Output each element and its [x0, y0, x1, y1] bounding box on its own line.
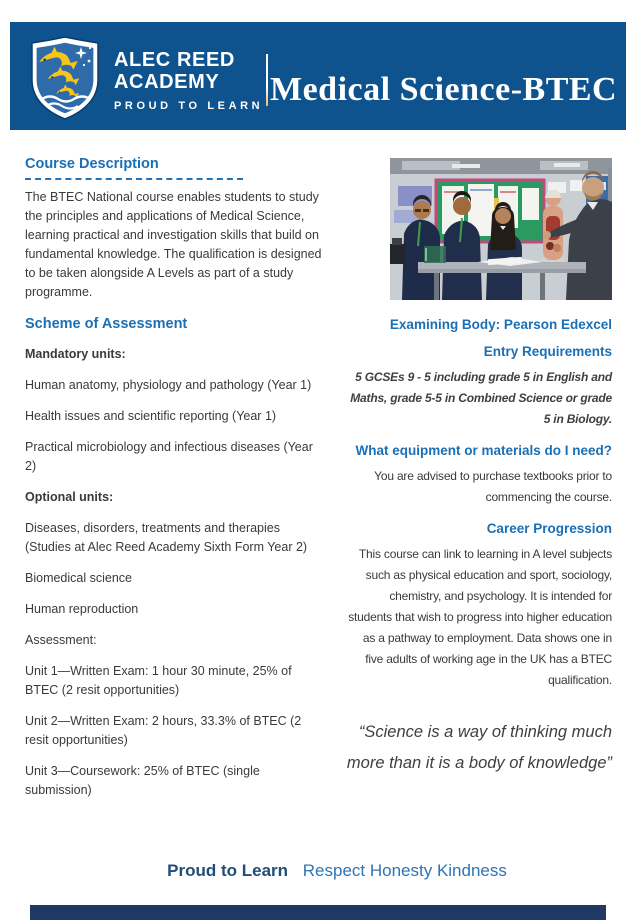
- school-name-line2: ACADEMY: [114, 71, 220, 93]
- student-figures: [402, 191, 522, 300]
- science-quote: “Science is a way of thinking much more than it is a body of knowledge”: [346, 723, 612, 772]
- mandatory-unit-item: Health issues and scientific reporting (Year 1): [25, 409, 277, 423]
- right-column: [344, 158, 612, 779]
- equipment-text: You are advised to purchase textbooks prior to commencing the course.: [374, 469, 612, 504]
- school-motto: PROUD TO LEARN: [114, 100, 264, 112]
- examining-body-heading: Examining Body: Pearson Edexcel: [389, 317, 612, 332]
- mandatory-units-label: Mandatory units:: [25, 347, 126, 361]
- entry-requirements-heading: Entry Requirements: [483, 344, 612, 359]
- optional-unit-item: Biomedical science: [25, 571, 132, 585]
- school-crest-icon: [28, 35, 102, 121]
- optional-units-label: Optional units:: [25, 490, 114, 504]
- bottom-accent-bar: [30, 905, 606, 920]
- classroom-photo: [390, 158, 612, 300]
- equipment-heading: What equipment or materials do I need?: [355, 443, 612, 458]
- header-banner: [10, 22, 626, 130]
- mandatory-unit-item: Practical microbiology and infectious diseases (Year 2): [25, 440, 313, 473]
- school-name-line1: ALEC REED: [114, 49, 235, 71]
- optional-unit-item: Human reproduction: [25, 602, 139, 616]
- optional-unit-item: Diseases, disorders, treatments and therapies (Studies at Alec Reed Academy Sixth Form Year 2): [25, 521, 308, 554]
- school-name: [114, 49, 263, 112]
- assessment-unit-item: Unit 1—Written Exam: 1 hour 30 minute, 25% of BTEC (2 resit opportunities): [25, 664, 292, 697]
- entry-requirements-text: 5 GCSEs 9 - 5 including grade 5 in English and Maths, grade 5-5 in Combined Science or grade 5 in Biology.: [350, 370, 612, 426]
- course-description-text: The BTEC National course enables students to study the principles and applications of Medical Science, learning practical and investigation skills that build on fundamental knowledge. The qualification is designed to be taken alongside A Levels as part of a study programme.: [25, 190, 322, 299]
- footer-motto-line: [0, 861, 636, 881]
- assessment-label: Assessment:: [25, 633, 97, 647]
- title-separator-line: [266, 54, 268, 106]
- assessment-unit-item: Unit 2—Written Exam: 2 hours, 33.3% of BTEC (2 resit opportunities): [25, 714, 302, 747]
- assessment-unit-item: Unit 3—Coursework: 25% of BTEC (single submission): [25, 764, 260, 797]
- footer-motto-bold: Proud to Learn: [167, 861, 289, 880]
- mandatory-unit-item: Human anatomy, physiology and pathology (Year 1): [25, 378, 312, 392]
- course-description-heading: Course Description: [25, 156, 159, 172]
- footer-values-text: Respect Honesty Kindness: [302, 861, 507, 880]
- career-progression-text: This course can link to learning in A level subjects such as physical education and sport, sociology, chemistry, and psychology. It is intended for students that wish to progress into higher education as a pathway to employment. Data shows one in five adults of working age in the UK has a BTEC qualification.: [348, 547, 612, 687]
- left-column: [25, 156, 323, 800]
- career-progression-heading: Career Progression: [486, 521, 612, 536]
- page-title: Medical Science-BTEC: [270, 71, 618, 108]
- scheme-of-assessment-heading: Scheme of Assessment: [25, 316, 188, 332]
- dashed-divider: [25, 178, 243, 180]
